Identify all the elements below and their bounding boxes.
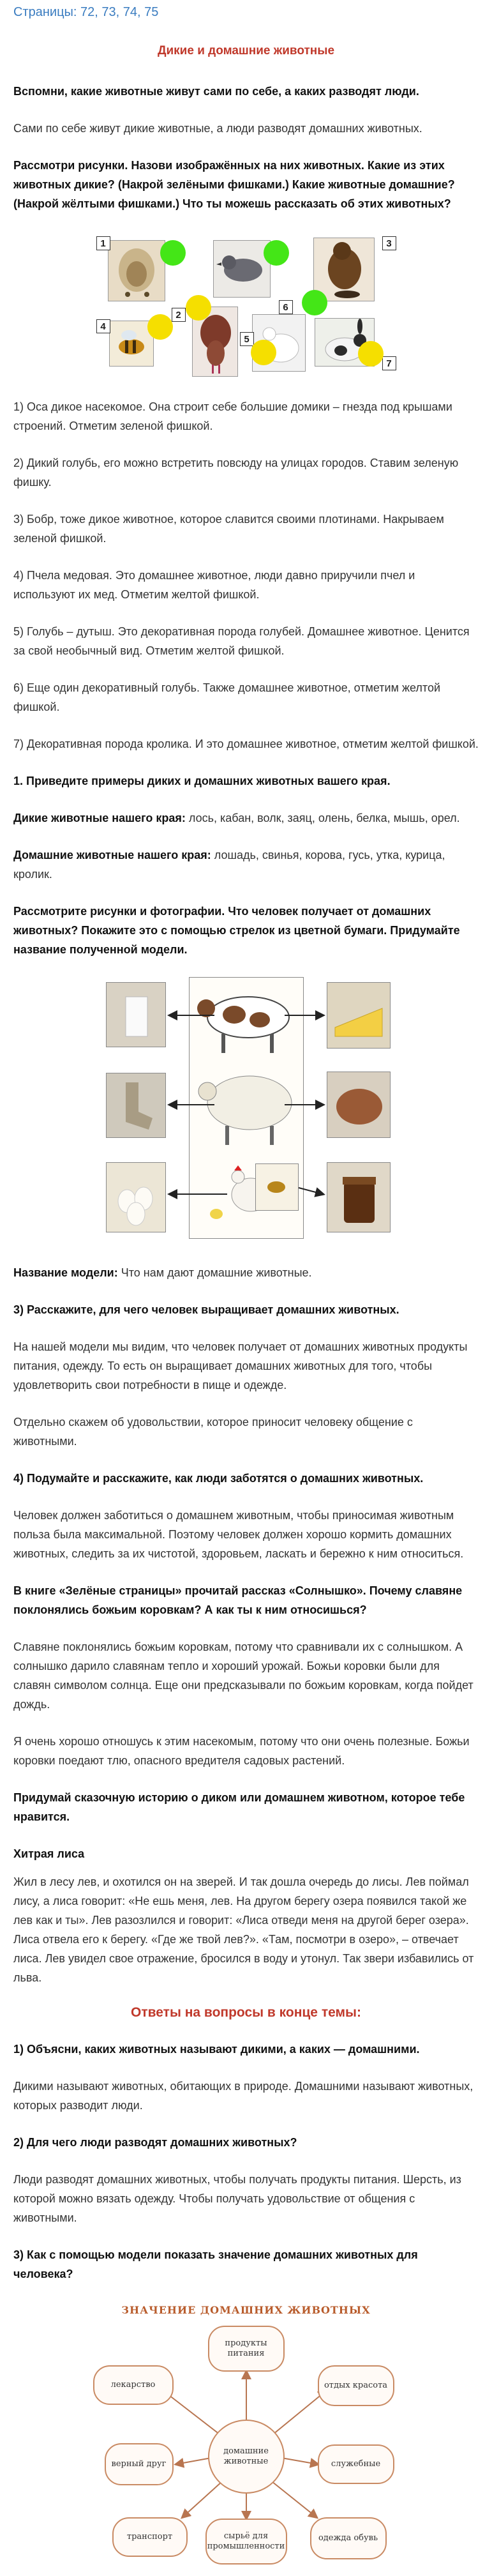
bee-picture: [109, 321, 154, 367]
model-node-rest: отдых красота: [318, 2365, 394, 2406]
model-node-friend: верный друг: [105, 2443, 174, 2485]
paragraph-label: Домашние животные нашего края:: [13, 849, 211, 861]
question: 2) Для чего люди разводят домашних животных?: [13, 2136, 297, 2149]
paragraph: Славяне поклонялись божьим коровкам, потому что сравнивали их с солнышком. А солнышко дарило славянам тепло и хороший урожай. Божьи коровки были для славян символом солнца. Еще они предсказывали по божьим коровкам, когда пойдет дождь.: [13, 1640, 473, 1711]
question: 4) Подумайте и расскажите, как люди заботятся о домашних животных.: [13, 1472, 424, 1485]
model-node-raw: сырьё для промышленности: [205, 2519, 287, 2565]
question: В книге «Зелёные страницы» прочитай рассказ «Солнышко». Почему славяне поклонялись божьим коровкам? А как ты к ним относишься?: [13, 1584, 463, 1616]
question: Придумай сказочную историю о диком или домашнем животном, которое тебе нравится.: [13, 1791, 465, 1823]
paragraph-label: Дикие животные нашего края:: [13, 812, 186, 824]
question: Вспомни, какие животные живут сами по себе, а каких разводят люди.: [13, 85, 419, 98]
pages-line: Страницы: 72, 73, 74, 75: [13, 5, 159, 19]
question: Рассмотри рисунки. Назови изображённых на них животных. Какие из этих животных дикие? (Накрой зелёными фишками.) Какие животные домашние? (Накрой жёлтыми фишками.) Что ты можешь рассказать об этих животных?: [13, 159, 455, 210]
model-node-medicine: лекарство: [93, 2365, 174, 2405]
model-node-clothes: одежда обувь: [310, 2517, 387, 2559]
section-intro: [13, 82, 479, 213]
story-title: Хитрая лиса: [13, 1847, 85, 1860]
answers-title: Ответы на вопросы в конце темы:: [131, 2005, 361, 2020]
paragraph: 3) Бобр, тоже дикое животное, которое славится своими плотинами. Накрываем зеленой фишкой.: [13, 513, 444, 545]
figure-number-6: 6: [279, 300, 293, 314]
question: 1. Приведите примеры диких и домашних животных вашего края.: [13, 775, 391, 787]
paragraph: Жил в лесу лев, и охотился он на зверей. И так дошла очередь до лисы. Лев поймал лису, а лиса говорит: «Не ешь меня, лев. На другом берегу озера появился такой же лев как и ты». Лев разозлился и говорит: «Лиса отведи меня на другой берег озера». Лиса отвела его к берегу. «Где же твой лев?». «Там, посмотри в озеро», – отвечает лиса. Лев увидел свое отражение, бросился в воду и утонул. Так звери избавились от льва.: [13, 1875, 474, 1984]
section-animals-answers: [13, 397, 479, 959]
paragraph: Человек должен заботиться о домашнем животным, чтобы приносимая животным польза была максимальной. Поэтому человек должен хорошо кормить домашних животных, следить за их чистотой, здоровьем, ласкать и бережно к ним относиться.: [13, 1509, 464, 1560]
wasp-nest-picture: [108, 240, 165, 301]
figure-number-5: 5: [240, 332, 254, 346]
figure-number-1: 1: [96, 236, 110, 250]
paragraph-text: Что нам дают домашние животные.: [117, 1266, 312, 1279]
paragraph: Сами по себе живут дикие животные, а люди разводят домашних животных.: [13, 122, 422, 135]
paragraph: Я очень хорошо отношусь к этим насекомым, потому что они очень полезные. Божьи коровки поедают тлю, опасного вредителя садовых растений.: [13, 1735, 470, 1767]
green-chip-1: [160, 240, 186, 266]
paragraph: Дикими называют животных, обитающих в природе. Домашними называют животных, которых разводит люди.: [13, 2080, 473, 2112]
figure-number-4: 4: [96, 319, 110, 333]
yellow-chip-4: [358, 341, 384, 367]
paragraph: 5) Голубь – дутыш. Это декоративная порода голубей. Домашнее животное. Ценится за свой необычный вид. Отметим желтой фишкой.: [13, 625, 470, 657]
model-center: домашние животные: [208, 2420, 285, 2494]
paragraph: 4) Пчела медовая. Это домашнее животное, люди давно приручили пчел и используют их мед. Отметим желтой фишкой.: [13, 569, 415, 601]
figure-number-2: 2: [172, 308, 186, 322]
model-node-service: служебные: [318, 2444, 394, 2484]
labeled-paragraph: [13, 808, 479, 828]
paragraph: 1) Оса дикое насекомое. Она строит себе большие домики – гнезда под крышами строений. Отметим зеленой фишкой.: [13, 400, 452, 432]
paragraph: Отдельно скажем об удовольствии, которое приносит человеку общение с животными.: [13, 1416, 413, 1448]
paragraph-text: лошадь, свинья, корова, гусь, утка, курица, кролик.: [13, 849, 445, 881]
animals-figure: [96, 231, 396, 379]
question: Рассмотрите рисунки и фотографии. Что человек получает от домашних животных? Покажите это с помощью стрелок из цветной бумаги. Придумайте название полученной модели.: [13, 905, 460, 956]
paragraph: 6) Еще один декоративный голубь. Также домашнее животное, отметим желтой фишкой.: [13, 681, 441, 713]
yellow-chip-1: [147, 314, 173, 340]
labeled-paragraph: [13, 845, 479, 884]
paragraph: Люди разводят домашних животных, чтобы получать продукты питания. Шерсть, из которой можно вязать одежду. Чтобы получать удовольствие от общения с животными.: [13, 2173, 461, 2224]
green-chip-3: [302, 290, 327, 315]
question: 3) Как с помощью модели показать значение домашних животных для человека?: [13, 2248, 418, 2280]
page-title: Дикие и домашние животные: [157, 44, 335, 57]
section-end-answers: [13, 2040, 479, 2284]
figure-number-3: 3: [382, 236, 396, 250]
labeled-paragraph: [13, 1263, 479, 1282]
wild-pigeon-picture: [213, 240, 271, 298]
yellow-chip-3: [251, 340, 276, 365]
green-chip-2: [264, 240, 289, 266]
figure-number-7: 7: [382, 356, 396, 370]
question: 1) Объясни, каких животных называют дикими, а каких — домашними.: [13, 2043, 420, 2056]
paragraph-label: Название модели:: [13, 1266, 118, 1279]
model-node-food: продукты питания: [208, 2326, 285, 2372]
yellow-chip-2: [186, 295, 211, 321]
paragraph: 7) Декоративная порода кролика. И это домашнее животное, отметим желтой фишкой.: [13, 738, 479, 750]
model-arrows: [93, 977, 399, 1245]
paragraph: 2) Дикий голубь, его можно встретить повсюду на улицах городов. Ставим зеленую фишку.: [13, 457, 459, 489]
question: 3) Расскажите, для чего человек выращивает домашних животных.: [13, 1303, 399, 1316]
model-title: ЗНАЧЕНИЕ ДОМАШНИХ ЖИВОТНЫХ: [121, 2304, 371, 2316]
products-model-figure: [93, 977, 399, 1245]
section-products-story: [13, 1263, 479, 1987]
paragraph: На нашей модели мы видим, что человек получает от домашних животных продукты питания, одежду. То есть он выращивает домашних животных для того, чтобы удовлетворить свои потребности в пище и одежде.: [13, 1340, 468, 1391]
importance-model-diagram: [80, 2301, 412, 2576]
paragraph-text: лось, кабан, волк, заяц, олень, белка, мышь, орел.: [185, 812, 460, 824]
model-node-transport: транспорт: [112, 2517, 188, 2557]
